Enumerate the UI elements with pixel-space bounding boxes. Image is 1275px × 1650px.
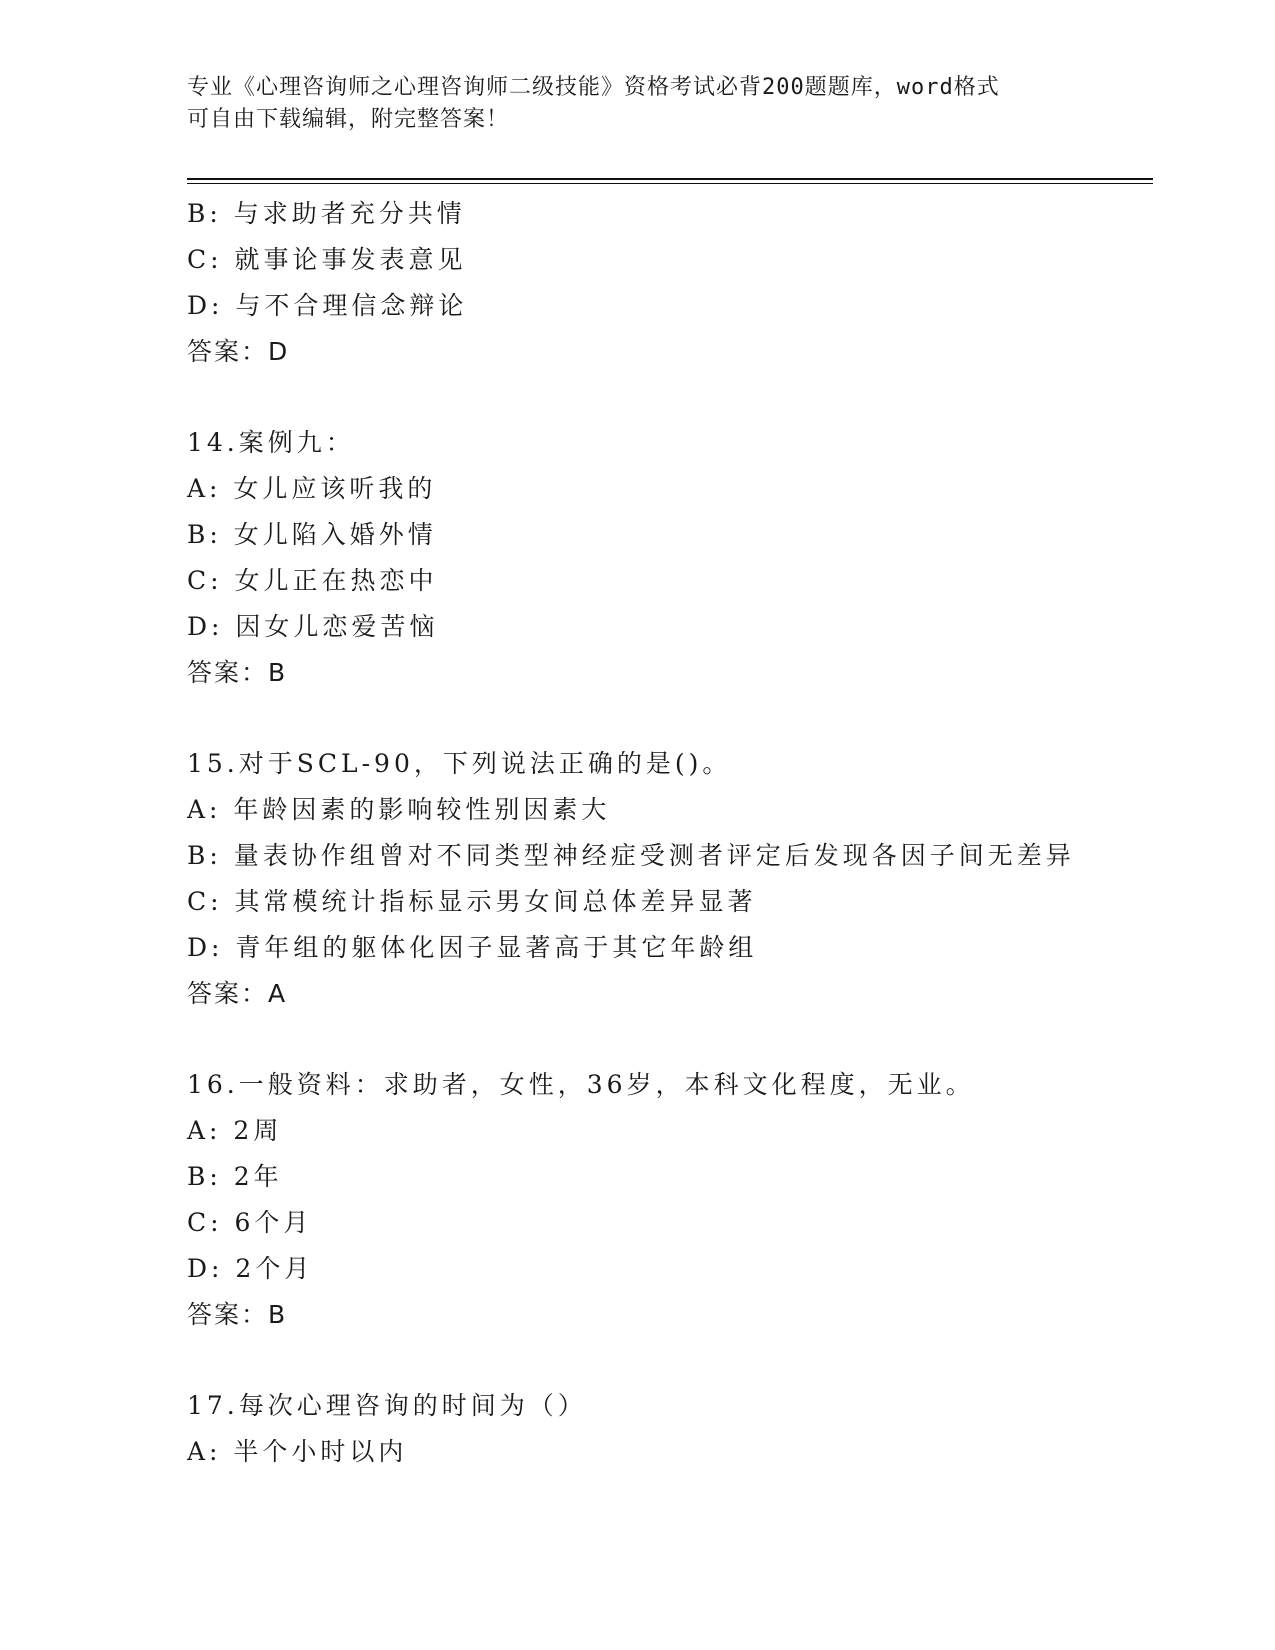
document-header (187, 72, 1087, 136)
spacer (187, 1017, 1247, 1062)
option-c: C: 就事论事发表意见 (187, 245, 467, 274)
answer-label: 答案：B (187, 658, 288, 687)
option-d: D: 与不合理信念辩论 (187, 291, 468, 320)
question-stem: 16.一般资料：求助者，女性，36岁，本科文化程度，无业。 (187, 1070, 975, 1099)
option-d: D: 2个月 (187, 1254, 314, 1283)
option-a: A: 半个小时以内 (187, 1437, 408, 1466)
answer-label: 答案：B (187, 1300, 288, 1329)
option-d: D: 因女儿恋爱苦恼 (187, 612, 439, 641)
option-a: A: 年龄因素的影响较性别因素大 (187, 795, 611, 824)
option-a: A: 女儿应该听我的 (187, 474, 437, 503)
question-list (187, 191, 1247, 1475)
option-b: B: 与求助者充分共情 (187, 199, 466, 228)
header-rule-thin (187, 183, 1153, 184)
answer-label: 答案：D (187, 337, 290, 366)
option-b: B: 量表协作组曾对不同类型神经症受测者评定后发现各因子间无差异 (187, 841, 1075, 870)
question-13 (187, 191, 1247, 375)
spacer (187, 1338, 1247, 1383)
question-stem: 15.对于SCL-90，下列说法正确的是()。 (187, 749, 732, 778)
header-line-1: 专业《心理咨询师之心理咨询师二级技能》资格考试必背200题题库，word格式 (187, 75, 1000, 100)
question-stem: 14.案例九： (187, 428, 355, 457)
question-16 (187, 1062, 1247, 1338)
answer-label: 答案：A (187, 979, 288, 1008)
option-c: C: 其常模统计指标显示男女间总体差异显著 (187, 887, 757, 916)
option-c: C: 女儿正在热恋中 (187, 566, 438, 595)
option-d: D: 青年组的躯体化因子显著高于其它年龄组 (187, 933, 758, 962)
question-14 (187, 420, 1247, 696)
option-a: A: 2周 (187, 1116, 283, 1145)
header-rule-thick (187, 178, 1153, 180)
option-b: B: 2年 (187, 1162, 283, 1191)
question-stem: 17.每次心理咨询的时间为（） (187, 1391, 587, 1420)
option-c: C: 6个月 (187, 1208, 313, 1237)
header-line-2: 可自由下载编辑，附完整答案！ (187, 107, 510, 132)
question-17 (187, 1383, 1247, 1475)
option-b: B: 女儿陷入婚外情 (187, 520, 437, 549)
spacer (187, 375, 1247, 420)
spacer (187, 696, 1247, 741)
question-15 (187, 741, 1247, 1017)
